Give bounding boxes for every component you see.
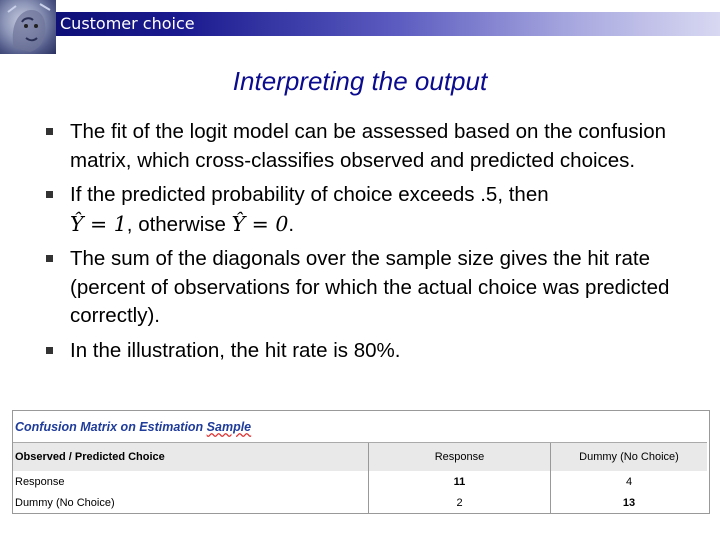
bullet-list bbox=[44, 118, 684, 371]
square-bullet-icon bbox=[46, 347, 53, 354]
bullet-text-pre: If the predicted probability of choice exceeds .5, then bbox=[70, 183, 549, 206]
header-title: Customer choice bbox=[60, 14, 195, 33]
bullet-text-post: . bbox=[288, 212, 295, 236]
cell-value: 13 bbox=[622, 497, 636, 509]
bullet-item bbox=[44, 118, 684, 175]
square-bullet-icon bbox=[46, 255, 53, 262]
math-yhat-one: Ŷ = 1 bbox=[70, 211, 127, 236]
table-header-row bbox=[13, 443, 707, 474]
table-row bbox=[13, 493, 707, 513]
matrix-title-text: Confusion Matrix on Estimation bbox=[15, 420, 207, 434]
row-label: Dummy (No Choice) bbox=[13, 493, 369, 513]
header-cell-observed: Observed / Predicted Choice bbox=[13, 443, 369, 471]
header-cell-response: Response bbox=[369, 443, 551, 471]
matrix-title-underlined: Sample bbox=[206, 420, 252, 434]
square-bullet-icon bbox=[46, 191, 53, 198]
cell-value: 11 bbox=[369, 471, 551, 493]
header-cell-dummy: Dummy (No Choice) bbox=[579, 451, 679, 463]
bullet-item bbox=[44, 337, 684, 366]
bullet-text: In the illustration, the hit rate is 80%. bbox=[70, 338, 401, 362]
table-row bbox=[13, 471, 707, 494]
portrait-logo-icon bbox=[0, 0, 56, 54]
bullet-text-mid: , otherwise bbox=[126, 212, 232, 236]
square-bullet-icon bbox=[46, 128, 53, 135]
matrix-title bbox=[13, 411, 707, 443]
row-label: Response bbox=[13, 471, 369, 493]
slide-title: Interpreting the output bbox=[232, 66, 488, 96]
bullet-item bbox=[44, 245, 684, 331]
bullet-text: The fit of the logit model can be assessed based on the confusion matrix, which cross-classifies observed and predicted choices. bbox=[70, 120, 667, 172]
math-yhat-zero: Ŷ = 0 bbox=[231, 211, 289, 236]
confusion-matrix-table bbox=[12, 410, 710, 514]
cell-value: 2 bbox=[369, 493, 551, 513]
bullet-text: The sum of the diagonals over the sample size gives the hit rate (percent of observations for which the actual choice was predicted correctly). bbox=[70, 247, 670, 327]
cell-value: 4 bbox=[625, 476, 633, 488]
bullet-item bbox=[44, 181, 684, 239]
